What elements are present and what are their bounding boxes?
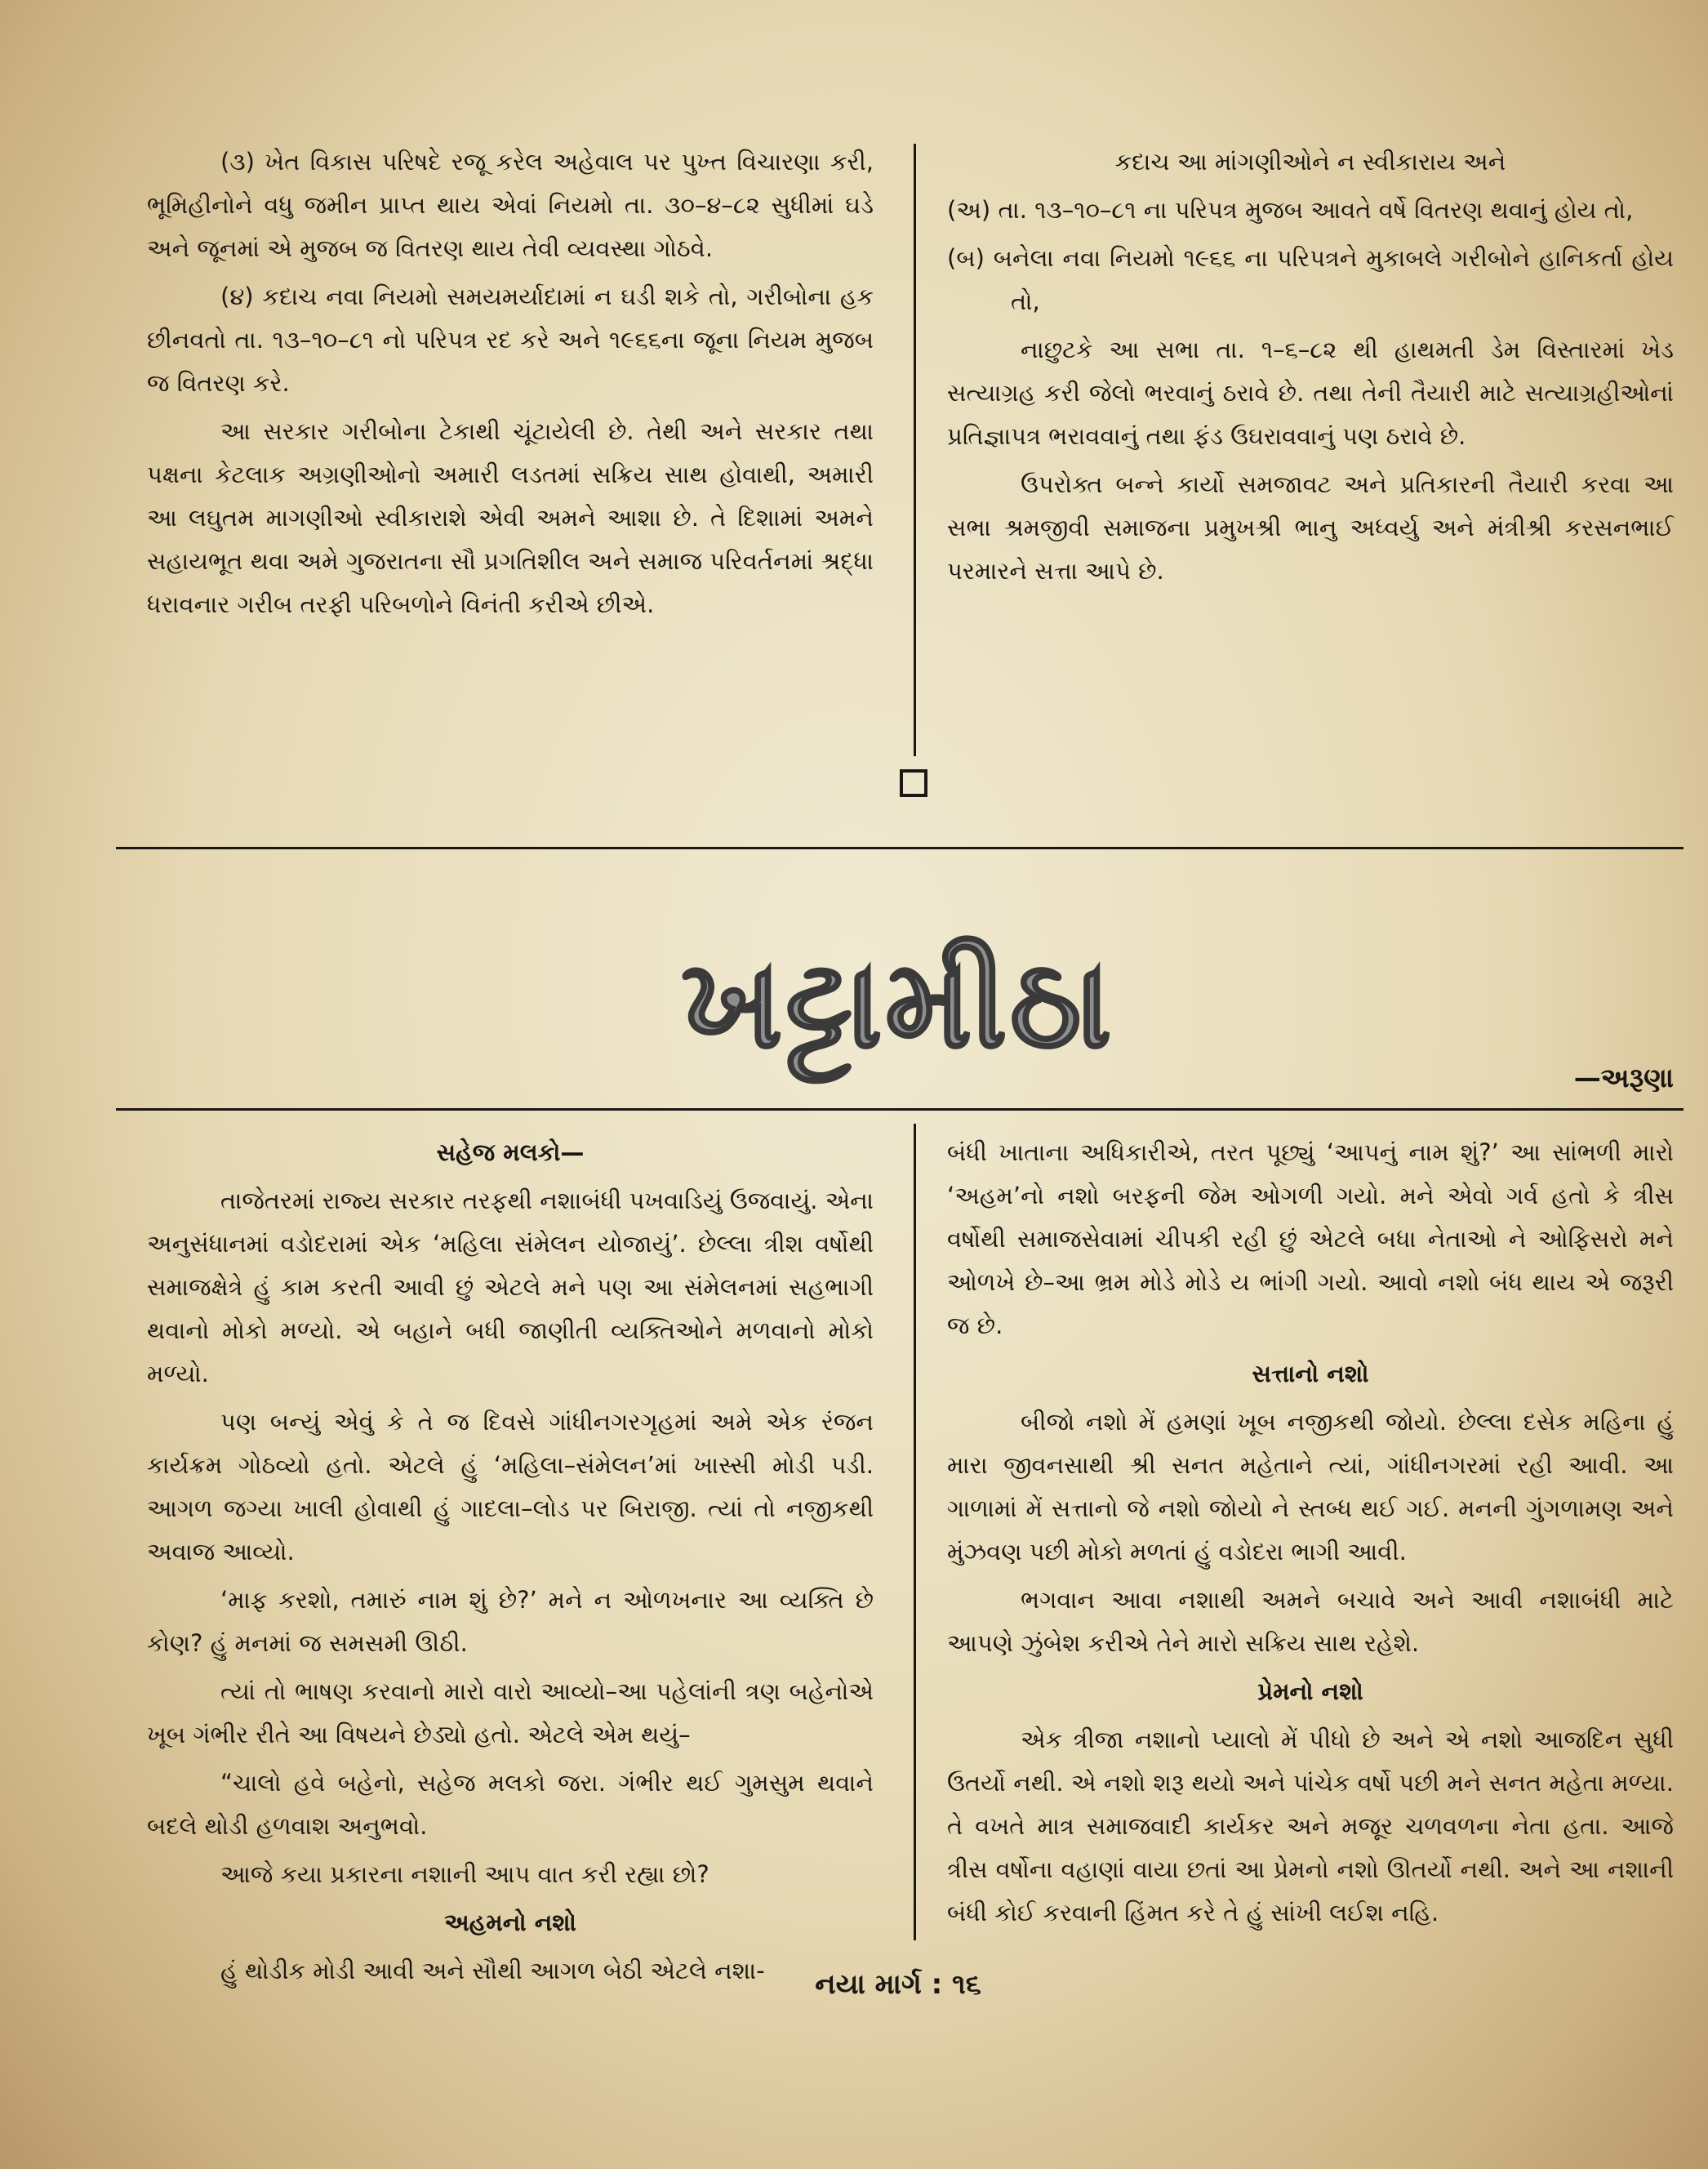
column-divider-bottom [914,1124,916,1940]
author-byline: —અરૂણા [1573,1062,1674,1093]
paragraph: (૩) ખેત વિકાસ પરિષદે રજૂ કરેલ અહેવાલ પર પુખ્ત વિચારણા કરી, ભૂમિહીનોને વધુ જમીન પ્રાપ્ત થાય એવાં નિયમો તા. ૩૦–૪–૮૨ સુધીમાં ઘડે અને જૂનમાં એ મુજબ જ વિતરણ થાય તેવી વ્યવસ્થા ગોઠવે. [147,148,874,262]
paragraph: ભગવાન આવા નશાથી અમને બચાવે અને આવી નશાબંધી માટે આપણે ઝુંબેશ કરીએ તેને મારો સક્રિય સાથ રહેશે. [947,1586,1674,1657]
paragraph: બીજો નશો મેં હમણાં ખૂબ નજીકથી જોયો. છેલ્લા દસેક મહિના હું મારા જીવનસાથી શ્રી સનત મહેતાને ત્યાં, ગાંધીનગરમાં રહી આવી. આ ગાળામાં મેં સત્તાનો જે નશો જોયો ને સ્તબ્ધ થઈ ગઈ. મનની ગુંગળામણ અને મુંઝવણ પછી મોકો મળતાં હું વડોદરા ભાગી આવી. [947,1408,1674,1566]
paragraph: નાછુટકે આ સભા તા. ૧–૬–૮૨ થી હાથમતી ડેમ વિસ્તારમાં ખેડ સત્યાગ્રહ કરી જેલો ભરવાનું ઠરાવે છે. તથા તેની તૈયારી માટે સત્યાગ્રહીઓનાં પ્રતિજ્ઞાપત્ર ભરાવવાનું તથા ફંડ ઉઘરાવવાનું પણ ઠરાવે છે. [947,336,1674,450]
paragraph: પણ બન્યું એવું કે તે જ દિવસે ગાંધીનગરગૃહમાં અમે એક રંજન કાર્યક્રમ ગોઠવ્યો હતો. એટલે હું ‘મહિલા–સંમેલન’માં ખાસ્સી મોડી પડી. આગળ જગ્યા ખાલી હોવાથી હું ગાદલા–લોડ પર બિરાજી. ત્યાં તો નજીકથી અવાજ આવ્યો. [147,1408,874,1566]
list-item: (અ) તા. ૧૩–૧૦–૮૧ ના પરિપત્ર મુજબ આવતે વર્ષે વિતરણ થવાનું હોય તો, [947,196,1634,224]
paragraph: બંધી ખાતાના અધિકારીએ, તરત પૂછ્યું ‘આપનું નામ શું?’ આ સાંભળી મારો ‘અહમ’નો નશો બરફની જેમ ઓગળી ગયો. મને એવો ગર્વ હતો કે ત્રીસ વર્ષોથી સમાજસેવામાં ચીપકી રહી છું એટલે બધા નેતાઓ ને ઓફિસરો મને ઓળખે છે–આ ભ્રમ મોડે મોડે ય ભાંગી ગયો. આવો નશો બંધ થાય એ જરૂરી જ છે. [947,1138,1674,1339]
top-right-column [947,140,1674,598]
horizontal-rule [116,1108,1135,1111]
top-left-column [147,140,874,631]
subheading: સહેજ મલકો— [436,1138,585,1166]
bottom-right-column [947,1131,1674,1940]
bottom-left-column [147,1131,874,1998]
paragraph: ઉપરોક્ત બન્ને કાર્યો સમજાવટ અને પ્રતિકારની તૈયારી કરવા આ સભા શ્રમજીવી સમાજના પ્રમુખશ્રી ભાનુ અધ્વર્યુ અને મંત્રીશ્રી કરસનભાઈ પરમારને સત્તા આપે છે. [947,470,1674,585]
paragraph: તાજેતરમાં રાજ્ય સરકાર તરફથી નશાબંધી પખવાડિયું ઉજવાયું. એના અનુસંધાનમાં વડોદરામાં એક ‘મહિલા સંમેલન યોજાયું’. છેલ્લા ત્રીશ વર્ષોથી સમાજક્ષેત્રે હું કામ કરતી આવી છું એટલે મને પણ આ સંમેલનમાં સહભાગી થવાનો મોકો મળ્યો. એ બહાને બધી જાણીતી વ્યક્તિઓને મળવાનો મોકો મળ્યો. [147,1187,874,1387]
paragraph: આજે કયા પ્રકારના નશાની આપ વાત કરી રહ્યા છો? [220,1860,709,1888]
section-end-box-icon [900,769,927,797]
paragraph: “ચાલો હવે બહેનો, સહેજ મલકો જરા. ગંભીર થઈ ગુમસુમ થવાને બદલે થોડી હળવાશ અનુભવો. [147,1769,874,1840]
list-item: (બ) બનેલા નવા નિયમો ૧૯૬૬ ના પરિપત્રને મુકાબલે ગરીબોને હાનિકર્તા હોય તો, [947,244,1674,315]
subheading: સત્તાનો નશો [1252,1360,1369,1387]
horizontal-rule [116,847,1684,849]
paragraph: (૪) કદાચ નવા નિયમો સમયમર્યાદામાં ન ઘડી શકે તો, ગરીબોના હક છીનવતો તા. ૧૩–૧૦–૮૧ નો પરિપત્ર રદ કરે અને ૧૯૬૬ના જૂના નિયમ મુજબ જ વિતરણ કરે. [147,283,874,397]
paragraph: કદાચ આ માંગણીઓને ન સ્વીકારાય અને [1114,148,1506,176]
paragraph: હું થોડીક મોડી આવી અને સૌથી આગળ બેઠી એટલે નશા- [220,1957,765,1984]
paragraph: આ સરકાર ગરીબોના ટેકાથી ચૂંટાયેલી છે. તેથી અને સરકાર તથા પક્ષના કેટલાક અગ્રણીઓનો અમારી લડતમાં સક્રિય સાથ હોવાથી, અમારી આ લઘુતમ માગણીઓ સ્વીકારાશે એવી અમને આશા છે. તે દિશામાં અમને સહાયભૂત થવા અમે ગુજરાતના સૌ પ્રગતિશીલ અને સમાજ પરિવર્તનમાં શ્રદ્ધા ધરાવનાર ગરીબ તરફી પરિબળોને વિનંતી કરીએ છીએ. [147,417,874,618]
paragraph: ત્યાં તો ભાષણ કરવાનો મારો વારો આવ્યો–આ પહેલાંની ત્રણ બહેનોએ ખૂબ ગંભીર રીતે આ વિષયને છેડ્યો હતો. એટલે એમ થયું– [147,1677,874,1748]
horizontal-rule [1135,1108,1684,1111]
page-footer: નયા માર્ગ : ૧૬ [815,1968,981,2001]
subheading: પ્રેમનો નશો [1257,1677,1363,1705]
paragraph: ‘માફ કરશો, તમારું નામ શું છે?’ મને ન ઓળખનાર આ વ્યક્તિ છે કોણ? હું મનમાં જ સમસમી ઊઠી. [147,1586,874,1657]
subheading: અહમનો નશો [444,1908,576,1936]
paragraph: એક ત્રીજા નશાનો પ્યાલો મેં પીધો છે અને એ નશો આજદિન સુધી ઉતર્યો નથી. એ નશો શરૂ થયો અને પાંચેક વર્ષો પછી મને સનત મહેતા મળ્યા. તે વખતે માત્ર સમાજવાદી કાર્યકર અને મજૂર ચળવળના નેતા હતા. આજે ત્રીસ વર્ષોના વહાણાં વાયા છતાં આ પ્રેમનો નશો ઊતર્યો નથી. અને આ નશાની બંધી કોઈ કરવાની હિંમત કરે તે હું સાંખી લઈશ નહિ. [947,1726,1674,1926]
column-divider-top [914,144,916,756]
section-title: ખટ્ટામીઠા [681,933,1115,1076]
